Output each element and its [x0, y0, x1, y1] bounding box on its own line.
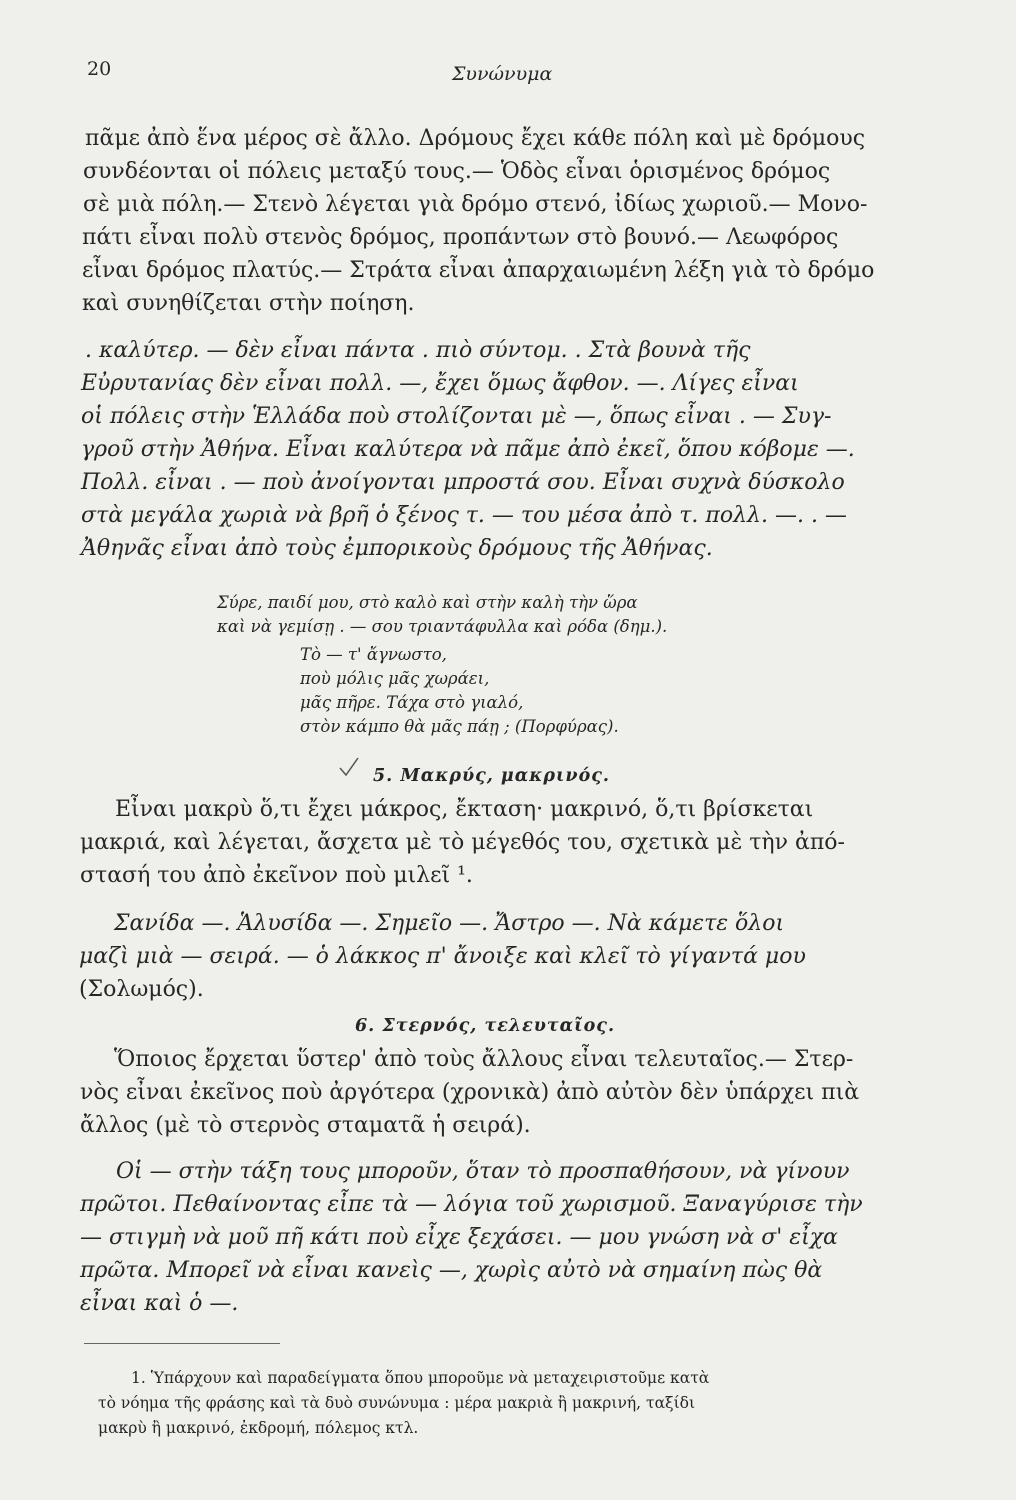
- exercise-line: γροῦ στὴν Ἀθήνα. Εἶναι καλύτερα νὰ πᾶμε ἀπὸ ἐκεῖ, ὅπου κόβομε —.: [81, 437, 855, 462]
- text-line: πᾶμε ἀπὸ ἕνα μέρος σὲ ἄλλο. Δρόμους ἔχει κάθε πόλη καὶ μὲ δρόμους: [85, 126, 866, 151]
- text-line: Εἶναι μακρὺ ὅ,τι ἔχει μάκρος, ἔκταση· μακρινό, ὅ,τι βρίσκεται: [115, 797, 814, 822]
- quote-line: Τὸ — τ' ἄγνωστο,: [300, 645, 447, 664]
- text-line: στασή του ἀπὸ ἐκεῖνον ποὺ μιλεῖ ¹.: [80, 863, 473, 888]
- footnote-line: μακρὺ ἢ μακρινό, ἐκδρομή, πόλεμος κτλ.: [98, 1419, 419, 1437]
- text-line: ἄλλος (μὲ τὸ στερνὸς σταματᾶ ἡ σειρά).: [80, 1113, 531, 1138]
- text-line: πάτι εἶναι πολὺ στενὸς δρόμος, προπάντων στὸ βουνό.— Λεωφόρος: [82, 225, 839, 250]
- section-heading-5: 5. Μακρύς, μακρινός.: [373, 766, 610, 786]
- quote-line: Σύρε, παιδί μου, στὸ καλὸ καὶ στὴν καλὴ τὴν ὥρα: [217, 593, 638, 612]
- text-line: σὲ μιὰ πόλη.— Στενὸ λέγεται γιὰ δρόμο στενό, ἰδίως χωριοῦ.— Μονο-: [83, 192, 868, 217]
- page-number: 20: [87, 58, 112, 80]
- exercise-line: Σανίδα —. Ἁλυσίδα —. Σημεῖο —. Ἄστρο —. Νὰ κάμετε ὅλοι: [114, 911, 785, 936]
- exercise-line: μαζὶ μιὰ — σειρά. — ὁ λάκκος π' ἄνοιξε καὶ κλεῖ τὸ γίγαντά μου: [79, 944, 806, 969]
- quote-line: στὸν κάμπο θὰ μᾶς πάῃ ; (Πορφύρας).: [300, 717, 619, 736]
- footnote-line: 1. Ὑπάρχουν καὶ παραδείγματα ὅπου μποροῦμε νὰ μεταχειριστοῦμε κατὰ: [131, 1369, 710, 1387]
- quote-line: μᾶς πῆρε. Τάχα στὸ γιαλό,: [300, 693, 524, 712]
- exercise-line: — στιγμὴ νὰ μοῦ πῆ κάτι ποὺ εἶχε ξεχάσει. — μου γνώση νὰ σ' εἶχα: [80, 1225, 838, 1250]
- footnote-line: τὸ νόημα τῆς φράσης καὶ τὰ δυὸ συνώνυμα : μέρα μακριὰ ἢ μακρινή, ταξίδι: [98, 1394, 696, 1412]
- quote-line: καὶ νὰ γεμίσῃ . — σου τριαντάφυλλα καὶ ρόδα (δημ.).: [217, 617, 668, 636]
- exercise-line: πρῶτοι. Πεθαίνοντας εἶπε τὰ — λόγια τοῦ χωρισμοῦ. Ξαναγύρισε τὴν: [80, 1192, 863, 1217]
- exercise-line: οἱ πόλεις στὴν Ἑλλάδα ποὺ στολίζονται μὲ —, ὅπως εἶναι . — Συγ-: [81, 404, 832, 429]
- footnote-divider: [84, 1343, 280, 1344]
- exercise-line: στὰ μεγάλα χωριὰ νὰ βρῆ ὁ ξένος τ. — του μέσα ἀπὸ τ. πολλ. —. . —: [81, 503, 847, 528]
- exercise-line: . καλύτερ. — δὲν εἶναι πάντα . πιὸ σύντομ. . Στὰ βουνὰ τῆς: [85, 338, 751, 363]
- text-line: μακριά, καὶ λέγεται, ἄσχετα μὲ τὸ μέγεθός του, σχετικὰ μὲ τὴν ἀπό-: [80, 830, 845, 855]
- exercise-line: εἶναι καὶ ὁ —.: [80, 1291, 239, 1316]
- exercise-line: Πολλ. εἶναι . — ποὺ ἀνοίγονται μπροστά σου. Εἶναι συχνὰ δύσκολο: [81, 470, 845, 495]
- check-mark-icon: [338, 756, 360, 778]
- exercise-line: Οἱ — στὴν τάξη τους μποροῦν, ὅταν τὸ προσπαθήσουν, νὰ γίνουν: [116, 1159, 850, 1184]
- exercise-line: (Σολωμός).: [79, 977, 204, 1002]
- exercise-line: Εὐρυτανίας δὲν εἶναι πολλ. —, ἔχει ὅμως ἄφθον. —. Λίγες εἶναι: [81, 371, 799, 396]
- quote-line: ποὺ μόλις μᾶς χωράει,: [300, 669, 490, 688]
- text-line: Ὅποιος ἔρχεται ὕστερ' ἀπὸ τοὺς ἄλλους εἶναι τελευταῖος.— Στερ-: [114, 1047, 854, 1072]
- text-line: νὸς εἶναι ἐκεῖνος ποὺ ἀργότερα (χρονικὰ) ἀπὸ αὐτὸν δὲν ὑπάρχει πιὰ: [80, 1080, 860, 1105]
- text-line: εἶναι δρόμος πλατύς.— Στράτα εἶναι ἀπαρχαιωμένη λέξη γιὰ τὸ δρόμο: [82, 258, 875, 283]
- running-head: Συνώνυμα: [452, 63, 553, 85]
- exercise-line: Ἀθηνᾶς εἶναι ἀπὸ τοὺς ἐμπορικοὺς δρόμους τῆς Ἀθήνας.: [81, 536, 713, 561]
- text-line: συνδέονται οἱ πόλεις μεταξύ τους.— Ὁδὸς εἶναι ὁρισμένος δρόμος: [83, 159, 831, 184]
- text-line: καὶ συνηθίζεται στὴν ποίηση.: [82, 291, 415, 316]
- exercise-line: πρῶτα. Μπορεῖ νὰ εἶναι κανεὶς —, χωρὶς αὐτὸ νὰ σημαίνη πὼς θὰ: [80, 1258, 823, 1283]
- section-heading-6: 6. Στερνός, τελευταῖος.: [355, 1016, 616, 1036]
